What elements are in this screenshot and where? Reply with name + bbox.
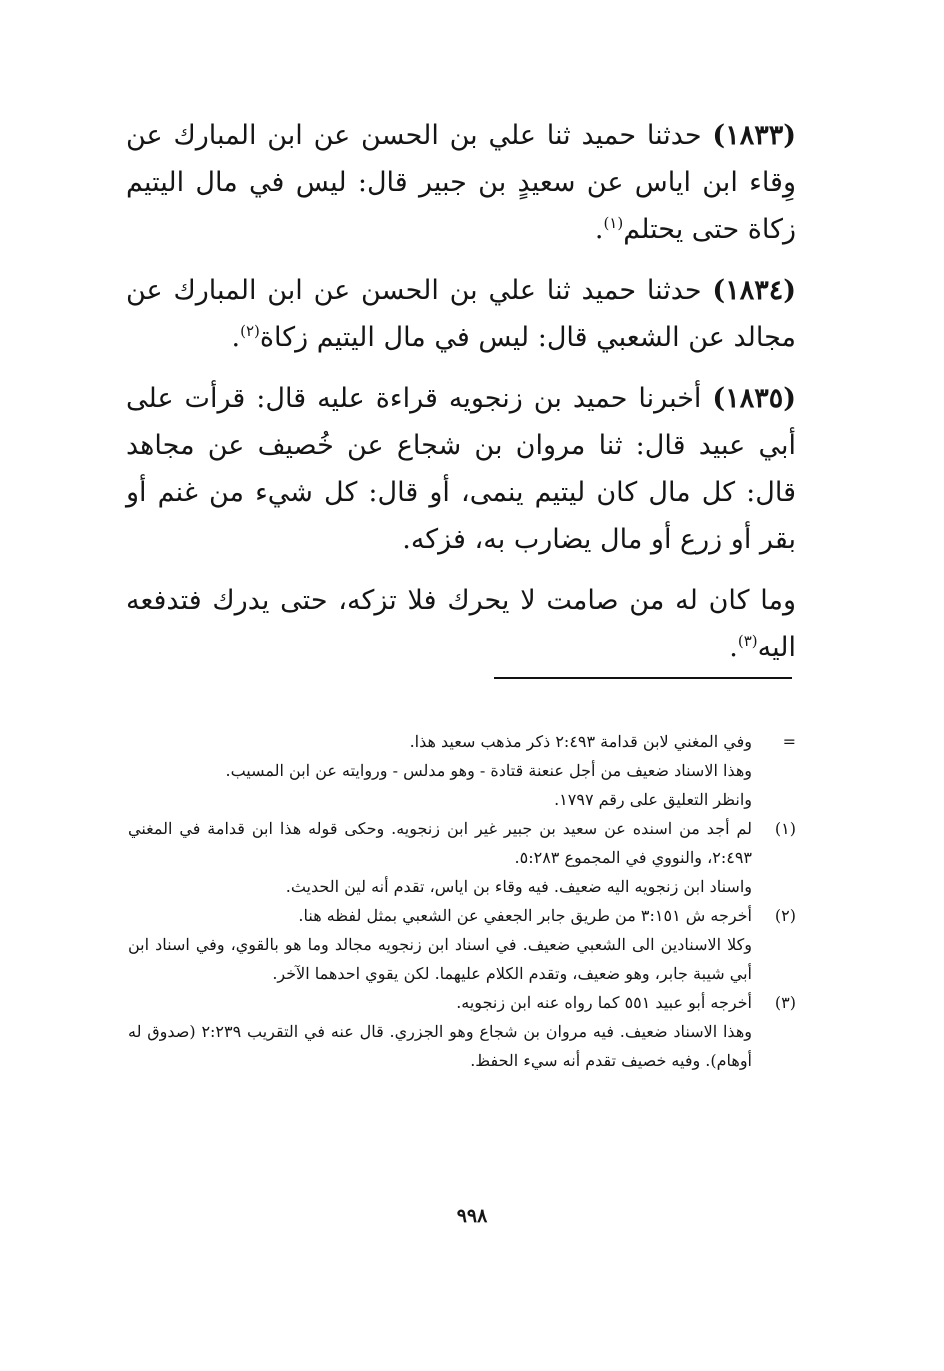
footnote-separator [494,677,792,679]
footnote-3 [128,988,798,1075]
footnote-ref: (٣) [737,632,758,650]
footnote-line: لم أجد من اسنده عن سعيد بن جبير غير ابن زنجويه. وحكى قوله هذا ابن قدامة في المغني ٢:٤٩٣، والنووي في المجموع ٥:٢٨٣. [128,819,752,867]
footnote-mark: (٣) [774,993,796,1012]
footnote-line: وفي المغني لابن قدامة ٢:٤٩٣ ذكر مذهب سعيد هذا. [409,732,752,751]
footnote-mark: (٢) [774,906,796,925]
footnote-ref: (١) [603,214,624,232]
hadith-entry-1833 [126,112,796,253]
footnote-mark: = [782,732,796,751]
continuation-text: وما كان له من صامت لا يحرك فلا تزكه، حتى يدرك فتدفعه اليه [126,585,796,663]
page-number: ٩٩٨ [456,1205,488,1227]
entry-end: . [729,632,738,663]
entry-text: أخبرنا حميد بن زنجويه قراءة عليه قال: قرأت على أبي عبيد قال: ثنا مروان بن شجاع عن خُصيف عن مجاهد قال: كل مال كان ليتيم ينمى، أو قال: كل شيء من غنم أو بقر أو زرع أو مال يضارب به، فزكه. [126,383,796,555]
continuation-paragraph [126,577,796,671]
footnote-line: وهذا الاسناد ضعيف من أجل عنعنة قتادة - وهو مدلس - وروايته عن ابن المسيب. [225,761,752,780]
footnote-line: واسناد ابن زنجويه اليه ضعيف. فيه وقاء بن اياس، تقدم أنه لين الحديث. [285,877,752,896]
footnote-ref: (٢) [240,322,260,340]
footnote-continued [128,727,798,814]
entry-text: حدثنا حميد ثنا علي بن الحسن عن ابن المبارك عن مجالد عن الشعبي قال: ليس في مال اليتيم زكاة [126,275,796,353]
footnote-line: أخرجه ش ٣:١٥١ من طريق جابر الجعفي عن الشعبي بمثل لفظه هنا. [298,906,752,925]
footnote-line: وهذا الاسناد ضعيف. فيه مروان بن شجاع وهو الجزري. قال عنه في التقريب ٢:٢٣٩ (صدوق له أوهام). وفيه خصيف تقدم أنه سيء الحفظ. [128,1022,752,1070]
footnote-mark: (١) [774,819,796,838]
entry-number: (١٨٣٥) [712,383,796,414]
entry-end: . [231,322,241,353]
entry-text: حدثنا حميد ثنا علي بن الحسن عن ابن المبارك عن وِقاء ابن اياس عن سعيدٍ بن جبير قال: ليس في مال اليتيم زكاة حتى يحتلم [126,120,796,245]
hadith-entry-1834 [126,267,796,361]
entry-number: (١٨٣٤) [712,275,796,306]
entry-number: (١٨٣٣) [712,120,796,151]
footnote-line: أخرجه أبو عبيد ٥٥١ كما رواه عنه ابن زنجويه. [456,993,752,1012]
footnote-line: وانظر التعليق على رقم ١٧٩٧. [554,790,752,809]
hadith-entry-1835 [126,375,796,563]
footnote-1 [128,814,798,901]
footnotes [128,727,798,1075]
main-text [126,112,796,685]
footnote-line: وكلا الاسنادين الى الشعبي ضعيف. في اسناد ابن زنجويه مجالد وما هو بالقوي، وفي اسناد ابن أبي شيبة جابر، وهو ضعيف، وتقدم الكلام عليهما. لكن يقوي احدهما الآخر. [128,935,753,983]
footnote-2 [128,901,798,988]
entry-end: . [594,214,604,245]
